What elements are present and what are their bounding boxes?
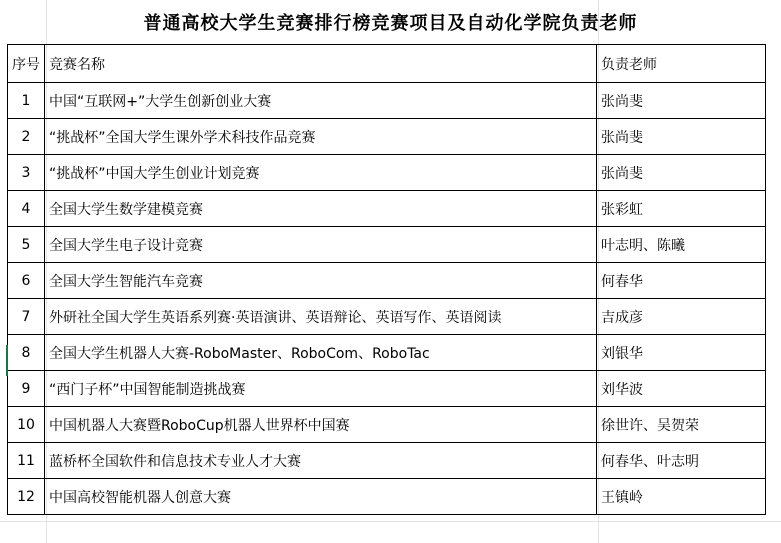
row-teacher-cell[interactable]: 张尚斐 (597, 83, 766, 119)
table-row (8, 155, 766, 191)
table-row (8, 299, 766, 335)
header-name-cell[interactable]: 竞赛名称 (45, 45, 597, 83)
row-no-cell[interactable]: 10 (8, 407, 45, 443)
row-name-cell[interactable]: 全国大学生机器人大赛-RoboMaster、RoboCom、RoboTac (45, 335, 597, 371)
gridline (0, 521, 781, 522)
row-no-cell[interactable]: 7 (8, 299, 45, 335)
header-teacher-cell[interactable]: 负责老师 (597, 45, 766, 83)
row-teacher-cell[interactable]: 张尚斐 (597, 119, 766, 155)
row-no-cell[interactable]: 2 (8, 119, 45, 155)
row-teacher-cell[interactable]: 徐世许、吴贺荣 (597, 407, 766, 443)
row-name-cell[interactable]: 外研社全国大学生英语系列赛·英语演讲、英语辩论、英语写作、英语阅读 (45, 299, 597, 335)
table-row (8, 263, 766, 299)
row-teacher-cell[interactable]: 张尚斐 (597, 155, 766, 191)
row-name-cell[interactable]: 中国机器人大赛暨RoboCup机器人世界杯中国赛 (45, 407, 597, 443)
row-teacher-cell[interactable]: 王镇岭 (597, 479, 766, 515)
row-no-cell[interactable]: 9 (8, 371, 45, 407)
table-row (8, 83, 766, 119)
row-name-cell[interactable]: 中国高校智能机器人创意大赛 (45, 479, 597, 515)
competition-table (7, 44, 766, 515)
row-no-cell[interactable]: 5 (8, 227, 45, 263)
row-name-cell[interactable]: “挑战杯”中国大学生创业计划竞赛 (45, 155, 597, 191)
row-teacher-cell[interactable]: 何春华、叶志明 (597, 443, 766, 479)
row-selection-marker (6, 345, 8, 376)
row-name-cell[interactable]: 蓝桥杯全国软件和信息技术专业人才大赛 (45, 443, 597, 479)
table-row (8, 227, 766, 263)
row-name-cell[interactable]: 全国大学生电子设计竞赛 (45, 227, 597, 263)
row-no-cell[interactable]: 11 (8, 443, 45, 479)
row-teacher-cell[interactable]: 吉成彦 (597, 299, 766, 335)
table-row (8, 335, 766, 371)
row-no-cell[interactable]: 8 (8, 335, 45, 371)
row-name-cell[interactable]: 全国大学生数学建模竞赛 (45, 191, 597, 227)
row-teacher-cell[interactable]: 何春华 (597, 263, 766, 299)
table-row (8, 119, 766, 155)
table-row (8, 479, 766, 515)
row-name-cell[interactable]: “挑战杯”全国大学生课外学术科技作品竞赛 (45, 119, 597, 155)
table-header-row (8, 45, 766, 83)
row-no-cell[interactable]: 6 (8, 263, 45, 299)
table-row (8, 371, 766, 407)
row-name-cell[interactable]: 中国“互联网+”大学生创新创业大赛 (45, 83, 597, 119)
row-teacher-cell[interactable]: 张彩虹 (597, 191, 766, 227)
row-no-cell[interactable]: 12 (8, 479, 45, 515)
row-no-cell[interactable]: 3 (8, 155, 45, 191)
sheet-title-text: 普通高校大学生竞赛排行榜竞赛项目及自动化学院负责老师 (143, 13, 638, 34)
row-no-cell[interactable]: 4 (8, 191, 45, 227)
row-name-cell[interactable]: “西门子杯”中国智能制造挑战赛 (45, 371, 597, 407)
sheet-title[interactable] (0, 0, 781, 44)
header-no-cell[interactable]: 序号 (8, 45, 45, 83)
row-teacher-cell[interactable]: 刘华波 (597, 371, 766, 407)
row-no-cell[interactable]: 1 (8, 83, 45, 119)
table-row (8, 191, 766, 227)
row-teacher-cell[interactable]: 刘银华 (597, 335, 766, 371)
row-teacher-cell[interactable]: 叶志明、陈曦 (597, 227, 766, 263)
row-name-cell[interactable]: 全国大学生智能汽车竞赛 (45, 263, 597, 299)
table-row (8, 407, 766, 443)
table-row (8, 443, 766, 479)
